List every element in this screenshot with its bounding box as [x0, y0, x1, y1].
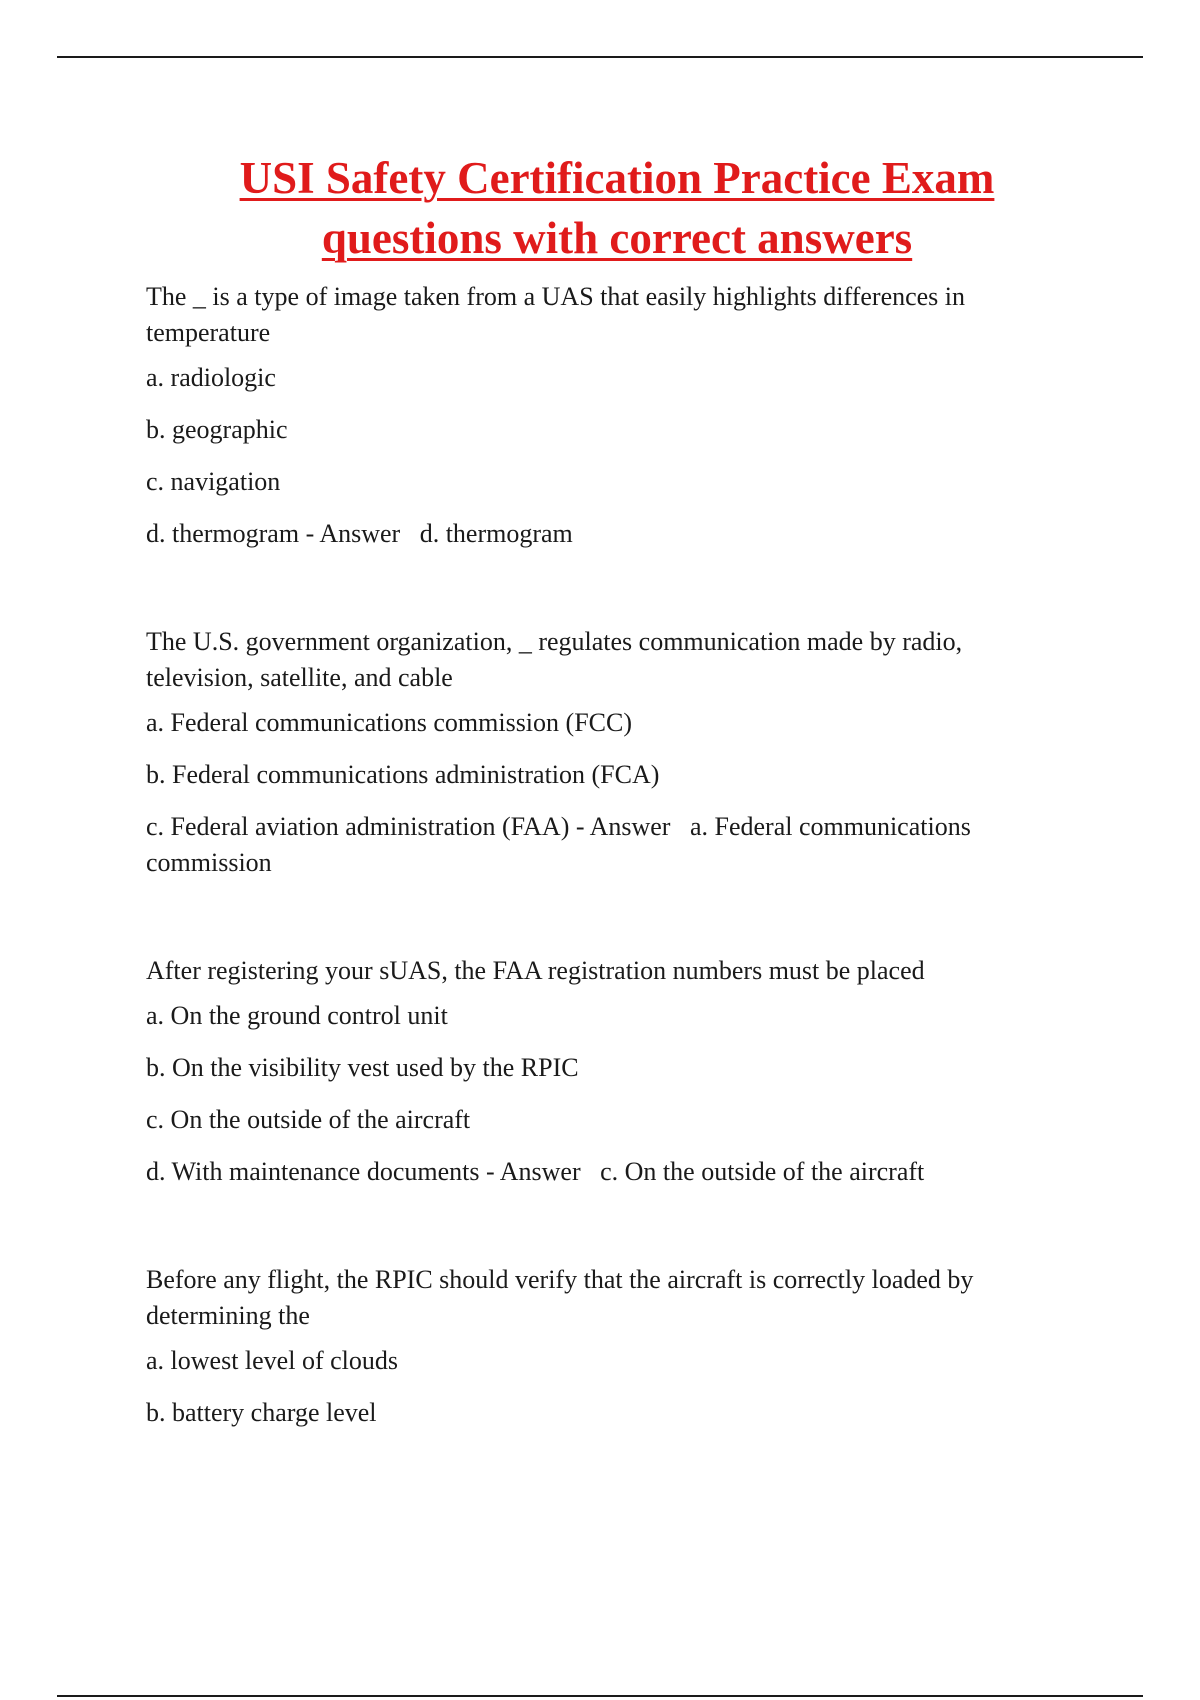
question-text: The U.S. government organization, _ regulates communication made by radio, television, satellite, and cable — [146, 627, 963, 692]
correct-answer: c. On the outside of the aircraft — [600, 1157, 925, 1186]
option-with-answer: d. thermogram - Answer d. thermogram — [146, 519, 573, 548]
option: c. Federal aviation administration (FAA) — [146, 812, 570, 841]
option: b. On the visibility vest used by the RPIC — [146, 1053, 579, 1082]
option: b. Federal communications administration (FCA) — [146, 760, 660, 789]
top-rule — [57, 56, 1143, 58]
option: a. On the ground control unit — [146, 1001, 448, 1030]
question-text: Before any flight, the RPIC should verify that the aircraft is correctly loaded by determining the — [146, 1265, 974, 1330]
title-line-1: USI Safety Certification Practice Exam — [239, 153, 995, 203]
option: d. With maintenance documents — [146, 1157, 480, 1186]
option: b. geographic — [146, 415, 288, 444]
option: b. battery charge level — [146, 1398, 377, 1427]
question-text: The _ is a type of image taken from a UAS that easily highlights differences in temperature — [146, 282, 966, 347]
option-with-answer: d. With maintenance documents - Answer c. On the outside of the aircraft — [146, 1157, 925, 1186]
correct-answer: d. thermogram — [419, 519, 573, 548]
document-title — [100, 148, 1134, 268]
option-with-answer: c. Federal aviation administration (FAA) - Answer a. Federal communications commission — [146, 812, 971, 877]
option: c. On the outside of the aircraft — [146, 1105, 471, 1134]
option: d. thermogram — [146, 519, 300, 548]
option: a. radiologic — [146, 363, 276, 392]
document-body — [146, 279, 1066, 1447]
bottom-rule — [57, 1695, 1143, 1697]
question-block — [146, 624, 1066, 881]
option: a. Federal communications commission (FCC) — [146, 708, 632, 737]
option: a. lowest level of clouds — [146, 1346, 398, 1375]
question-block — [146, 1262, 1066, 1431]
question-text: After registering your sUAS, the FAA registration numbers must be placed — [146, 956, 925, 985]
answer-label: Answer — [499, 1157, 581, 1186]
question-block — [146, 279, 1066, 552]
title-line-2: questions with correct answers — [321, 213, 913, 263]
option: c. navigation — [146, 467, 281, 496]
answer-label: Answer — [589, 812, 671, 841]
answer-label: Answer — [319, 519, 401, 548]
correct-answer: a. Federal communications commission — [146, 812, 971, 877]
question-block — [146, 953, 1066, 1190]
